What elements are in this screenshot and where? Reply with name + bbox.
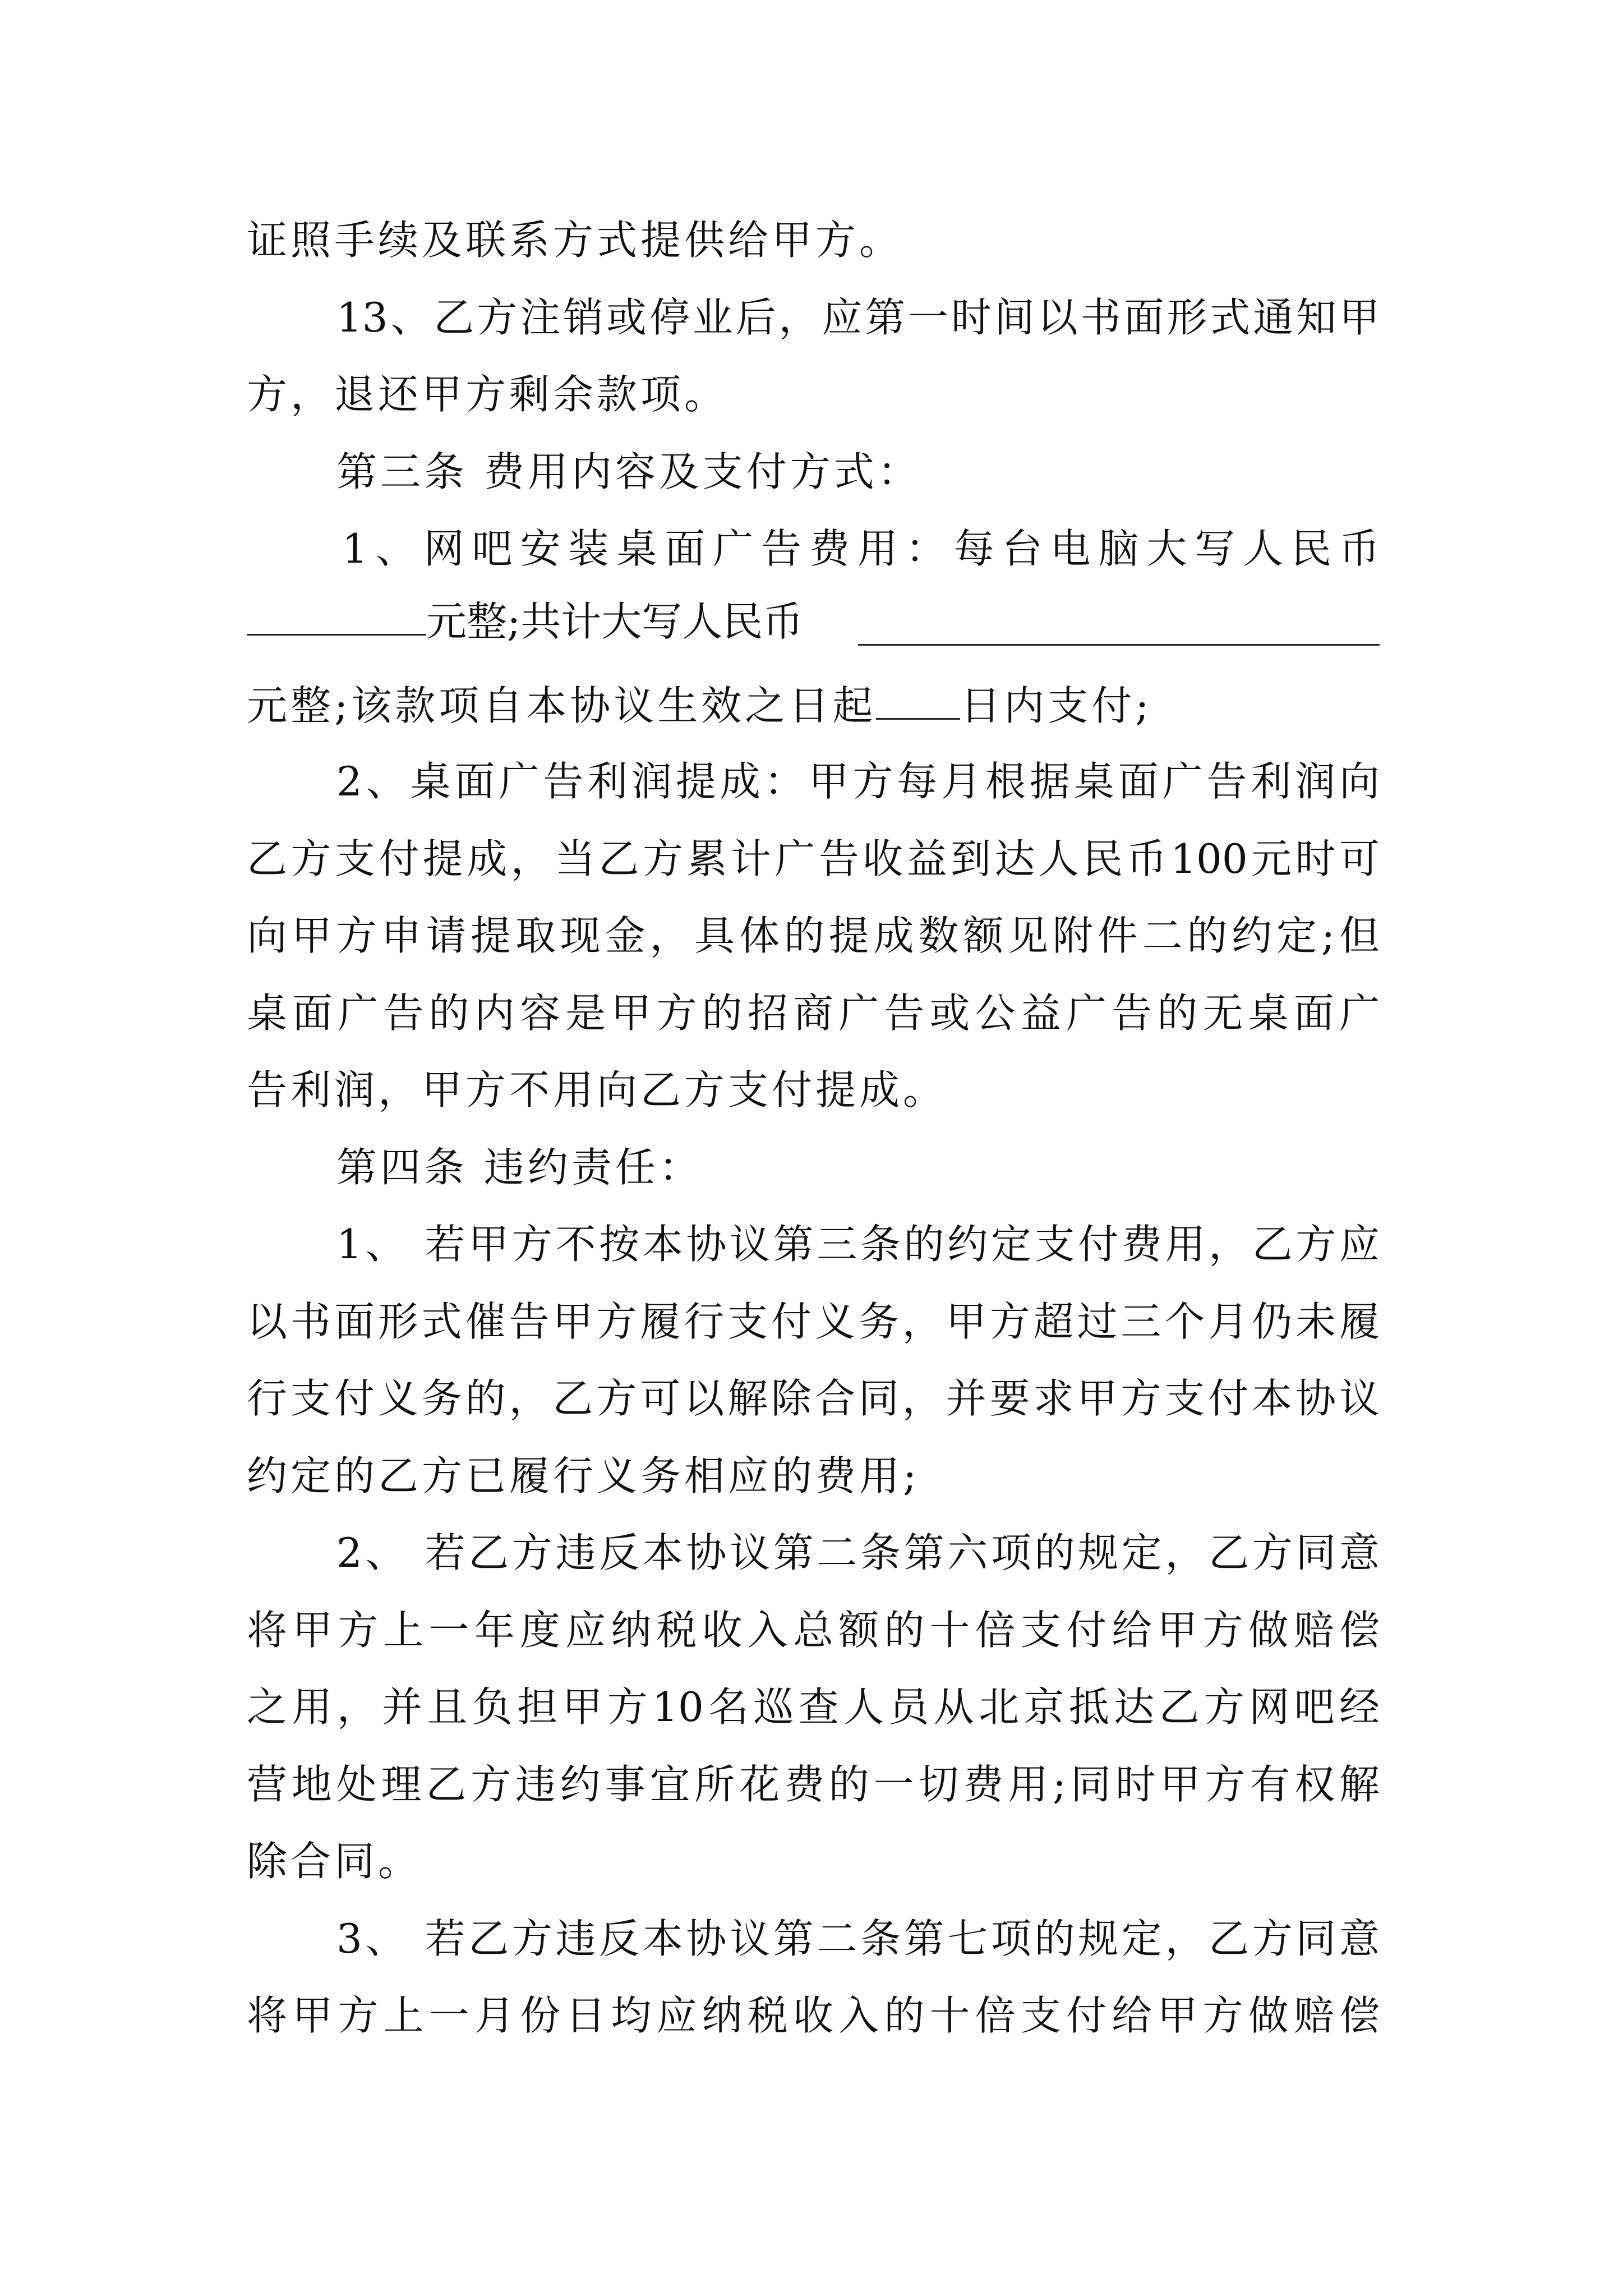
text-segment: 元整;该款项自本协议生效之日起 bbox=[247, 682, 877, 729]
blank-field[interactable] bbox=[858, 644, 1380, 646]
text-line: 行支付义务的，乙方可以解除合同，并要求甲方支付本协议 bbox=[247, 1375, 1380, 1422]
text-segment: 日内支付; bbox=[960, 682, 1152, 729]
text-line: 2、桌面广告利润提成：甲方每月根据桌面广告利润向 bbox=[336, 758, 1380, 805]
text-line: 除合同。 bbox=[247, 1838, 422, 1885]
text-line: 约定的乙方已履行义务相应的费用; bbox=[247, 1452, 920, 1499]
text-line: 证照手续及联系方式提供给甲方。 bbox=[247, 217, 903, 264]
text-line: 桌面广告的内容是甲方的招商广告或公益广告的无桌面广 bbox=[247, 990, 1380, 1037]
section-heading: 第四条 违约责任： bbox=[336, 1144, 703, 1191]
text-line: 乙方支付提成，当乙方累计广告收益到达人民币100元时可 bbox=[247, 835, 1380, 882]
text-line: 1、 若甲方不按本协议第三条的约定支付费用，乙方应 bbox=[336, 1221, 1380, 1268]
blank-field[interactable] bbox=[247, 600, 426, 636]
text-line: 将甲方上一月份日均应纳税收入的十倍支付给甲方做赔偿 bbox=[247, 1992, 1380, 2039]
text-line: 告利润，甲方不用向乙方支付提成。 bbox=[247, 1066, 947, 1114]
text-line: 之用，并且负担甲方10名巡查人员从北京抵达乙方网吧经 bbox=[247, 1683, 1380, 1731]
text-line: 以书面形式催告甲方履行支付义务，甲方超过三个月仍未履 bbox=[247, 1298, 1380, 1345]
text-segment: 元整;共计大写人民币 bbox=[426, 598, 804, 645]
text-line: 将甲方上一年度应纳税收入总额的十倍支付给甲方做赔偿 bbox=[247, 1607, 1380, 1654]
section-heading: 第三条 费用内容及支付方式： bbox=[336, 448, 921, 495]
text-line: 1、网吧安装桌面广告费用：每台电脑大写人民币 bbox=[342, 525, 1380, 572]
text-line: 营地处理乙方违约事宜所花费的一切费用;同时甲方有权解 bbox=[247, 1761, 1380, 1808]
fill-in-line bbox=[247, 595, 803, 648]
text-line: 3、 若乙方违反本协议第二条第七项的规定，乙方同意 bbox=[336, 1915, 1380, 1962]
text-line: 方，退还甲方剩余款项。 bbox=[247, 371, 728, 418]
text-line: 2、 若乙方违反本协议第二条第六项的规定，乙方同意 bbox=[336, 1529, 1380, 1576]
blank-field[interactable] bbox=[876, 684, 960, 720]
text-line: 13、乙方注销或停业后，应第一时间以书面形式通知甲 bbox=[336, 294, 1380, 341]
text-line: 向甲方申请提取现金，具体的提成数额见附件二的约定;但 bbox=[247, 912, 1380, 959]
fill-in-line bbox=[247, 679, 1152, 733]
